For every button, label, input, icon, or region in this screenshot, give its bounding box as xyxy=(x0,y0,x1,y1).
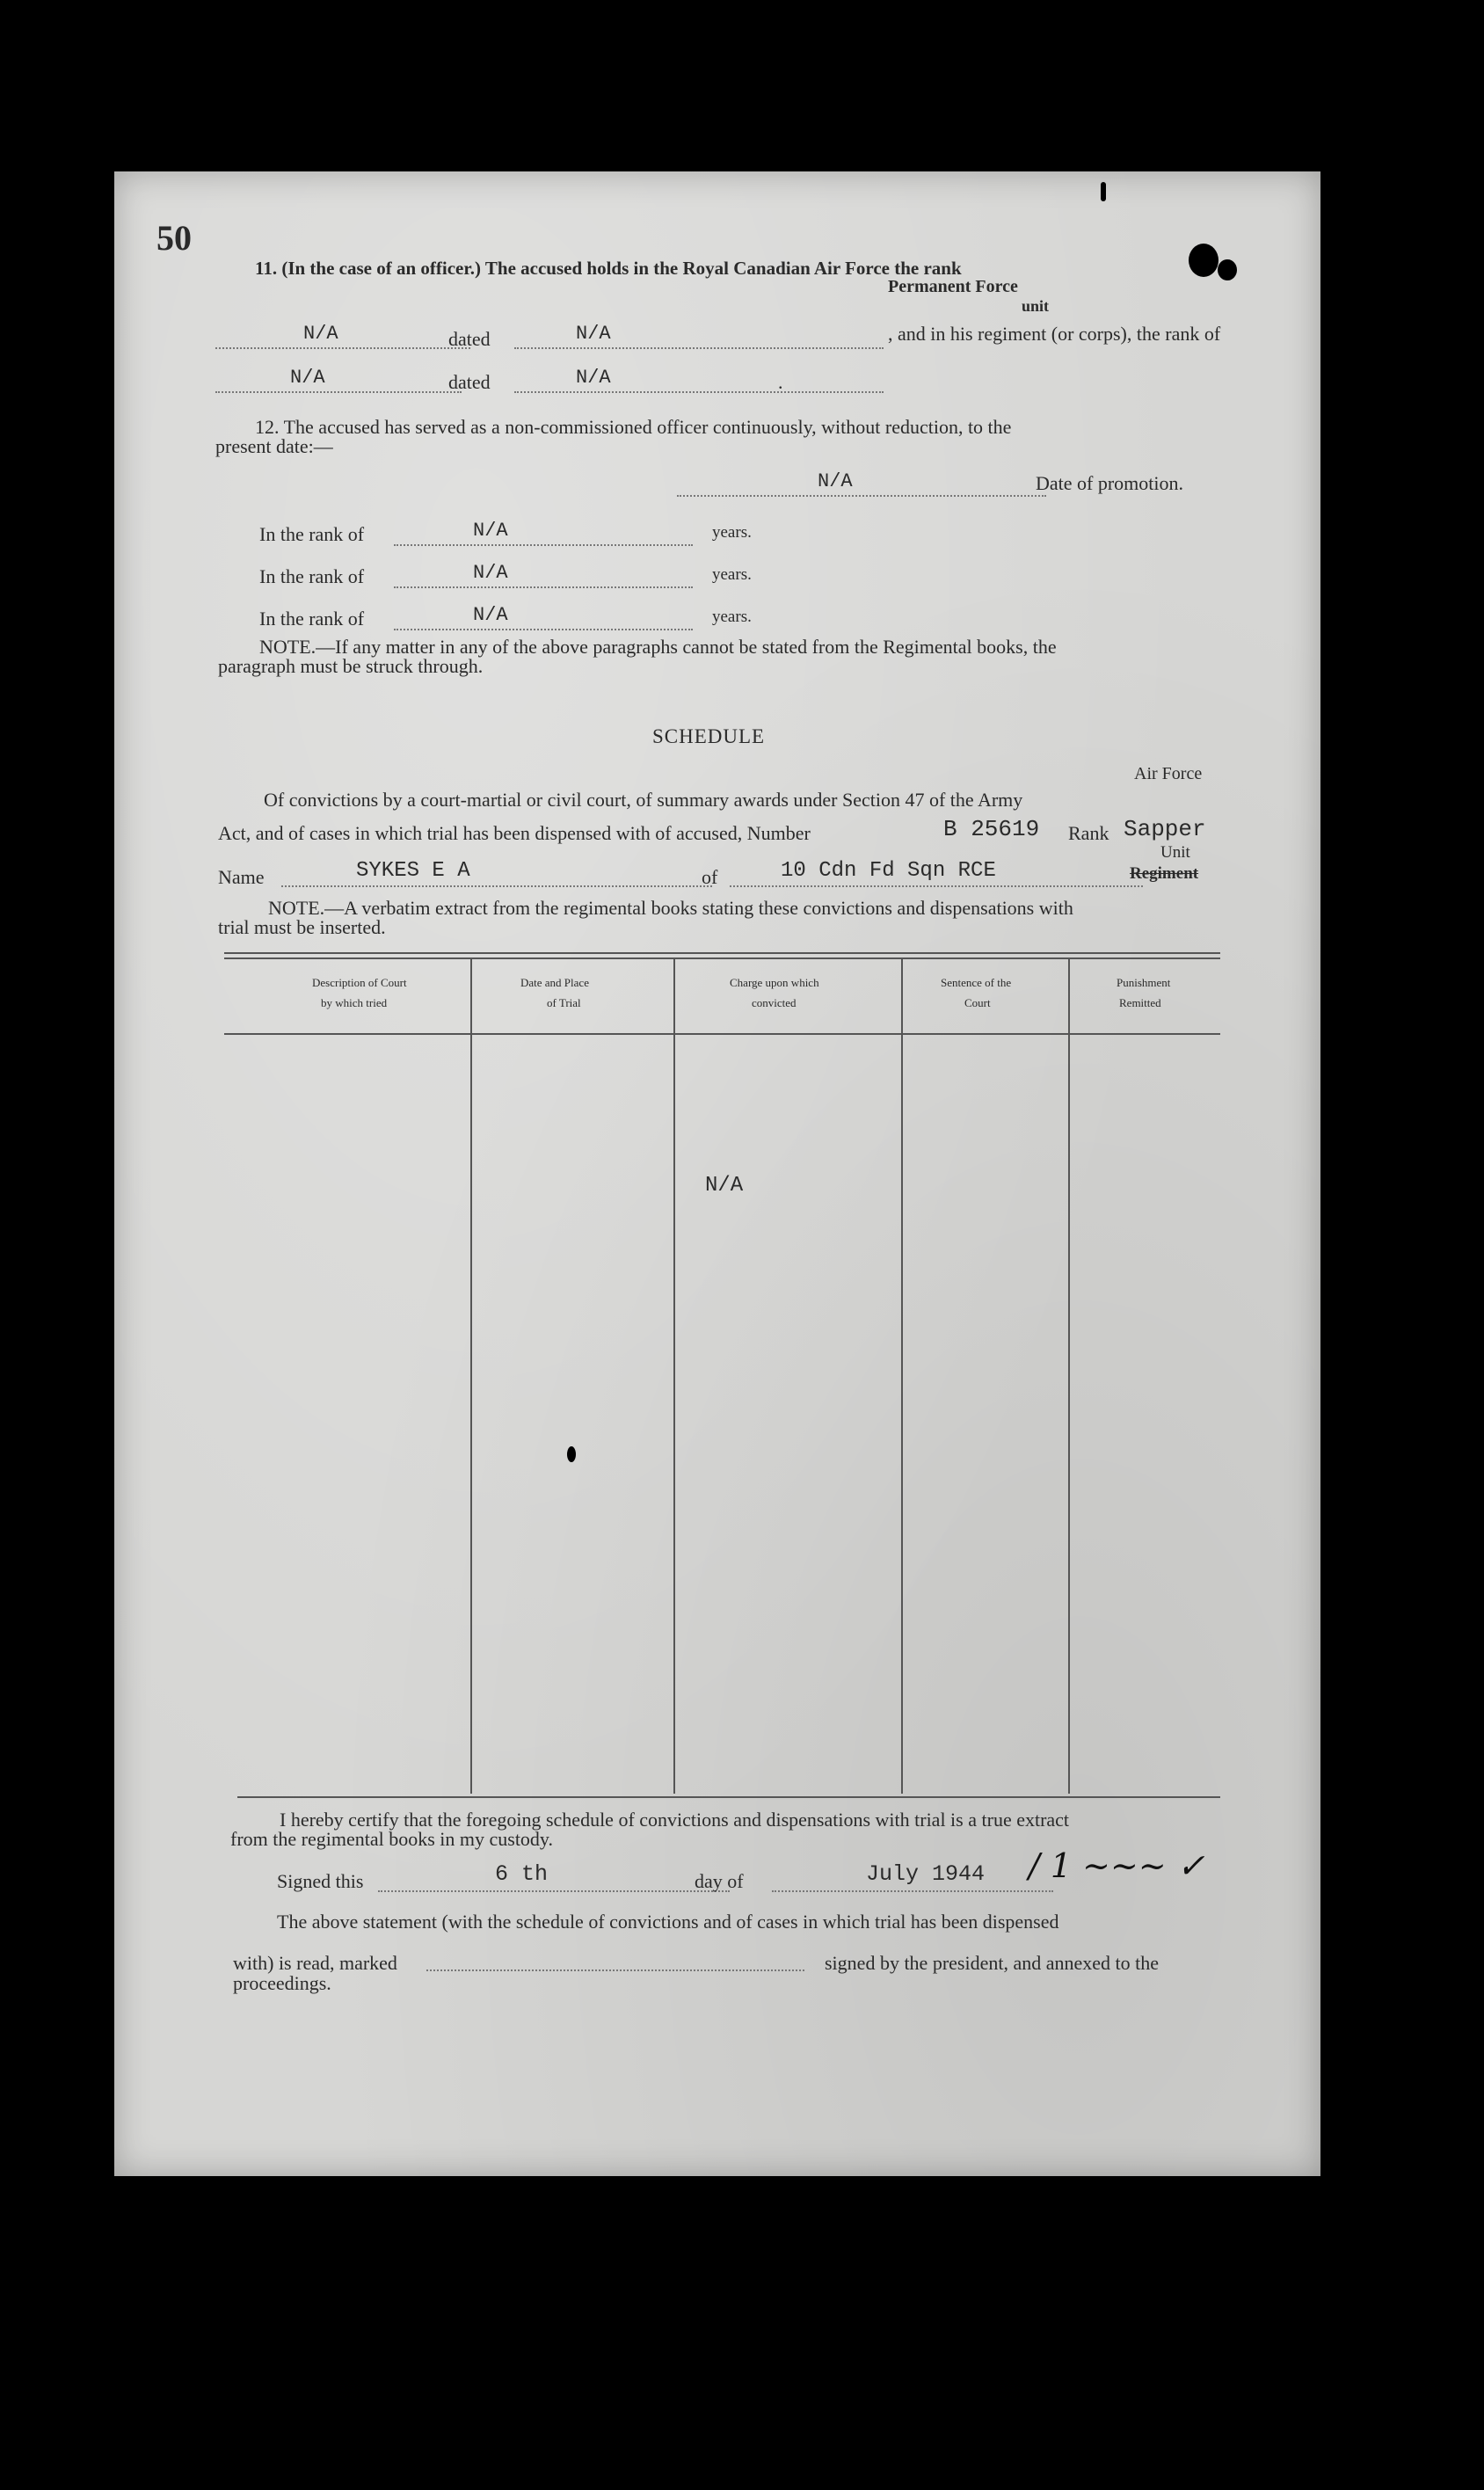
col4-header-line1: Sentence of the xyxy=(941,976,1012,989)
schedule-note-line1: NOTE.—A verbatim extract from the regimental books stating these convictions and dispensations with xyxy=(268,897,1073,919)
schedule-note-line2: trial must be inserted. xyxy=(218,916,386,938)
p11-regiment-text: , and in his regiment (or corps), the rank of xyxy=(888,323,1221,345)
statement-line2a: with) is read, marked xyxy=(233,1952,397,1974)
p12-promotion-value: N/A xyxy=(818,470,853,492)
p12-rank3-label: In the rank of xyxy=(259,608,365,630)
col1-header-line1: Description of Court xyxy=(312,976,407,989)
p12-rank3-value: N/A xyxy=(473,604,508,626)
p12-rank3-suffix: years. xyxy=(712,608,752,626)
p12-rank2-suffix: years. xyxy=(712,565,752,584)
p11-unit: unit xyxy=(1022,297,1050,315)
p12-note-line1: NOTE.—If any matter in any of the above paragraphs cannot be stated from the Regimental books, the xyxy=(259,636,1057,658)
p12-rank1-value: N/A xyxy=(473,520,508,542)
p12-promotion-label: Date of promotion. xyxy=(1036,472,1184,494)
schedule-name-label: Name xyxy=(218,866,265,888)
col5-header-line2: Remitted xyxy=(1119,996,1161,1009)
schedule-heading: SCHEDULE xyxy=(652,725,766,747)
ink-speck xyxy=(567,1446,576,1462)
schedule-unit: Unit xyxy=(1160,843,1190,862)
schedule-rank-value: Sapper xyxy=(1124,816,1206,842)
statement-line1: The above statement (with the schedule of convictions and of cases in which trial has been dispensed xyxy=(277,1911,1059,1933)
p12-note-line2: paragraph must be struck through. xyxy=(218,655,484,677)
p12-rank1-suffix: years. xyxy=(712,523,752,542)
signed-day-value: 6 th xyxy=(495,1861,549,1887)
schedule-air-force: Air Force xyxy=(1134,764,1203,783)
schedule-of-value: 10 Cdn Fd Sqn RCE xyxy=(781,859,996,883)
table-entry: N/A xyxy=(705,1174,744,1198)
col2-header-line1: Date and Place xyxy=(520,976,589,989)
document-page xyxy=(114,171,1320,2176)
col5-header-line1: Punishment xyxy=(1117,976,1171,989)
schedule-line1: Of convictions by a court-martial or civil court, of summary awards under Section 47 of the Army xyxy=(264,789,1023,811)
p12-rank2-value: N/A xyxy=(473,562,508,584)
p12-line1: 12. The accused has served as a non-commissioned officer continuously, without reduction, to the xyxy=(255,416,1012,438)
statement-line2b: signed by the president, and annexed to the xyxy=(825,1952,1160,1974)
p12-line2: present date:— xyxy=(215,435,333,457)
schedule-regiment-label: Regiment xyxy=(1130,864,1199,883)
p11-line1: 11. (In the case of an officer.) The accused holds in the Royal Canadian Air Force the rank xyxy=(255,258,962,279)
certify-line1: I hereby certify that the foregoing schedule of convictions and dispensations with trial is a true extract xyxy=(280,1809,1070,1831)
p11-dated-value: N/A xyxy=(576,323,611,345)
day-of-label: day of xyxy=(695,1870,744,1892)
p11-permanent-force: Permanent Force xyxy=(888,277,1018,296)
p11-dated2-value: N/A xyxy=(576,367,611,389)
schedule-rank-label: Rank xyxy=(1068,822,1109,844)
p12-rank2-label: In the rank of xyxy=(259,565,365,587)
schedule-line2: Act, and of cases in which trial has been dispensed with of accused, Number xyxy=(218,822,811,844)
signature-scrawl: / 1 ~~~ ✓ xyxy=(1029,1846,1205,1885)
p11-rank-value: N/A xyxy=(303,323,338,345)
p11-dated-label: dated xyxy=(448,328,491,350)
certify-line2: from the regimental books in my custody. xyxy=(230,1828,554,1850)
schedule-number-value: B 25619 xyxy=(943,816,1040,842)
schedule-of-label: of xyxy=(702,866,718,888)
statement-line3: proceedings. xyxy=(233,1972,331,1994)
schedule-name-value: SYKES E A xyxy=(356,859,470,883)
signed-label: Signed this xyxy=(277,1870,364,1892)
p11-dated2-label: dated xyxy=(448,371,491,393)
col1-header-line2: by which tried xyxy=(321,996,388,1009)
col3-header-line2: convicted xyxy=(752,996,797,1009)
col3-header-line1: Charge upon which xyxy=(730,976,819,989)
col4-header-line2: Court xyxy=(964,996,991,1009)
col2-header-line2: of Trial xyxy=(547,996,581,1009)
ink-blot-small xyxy=(1218,259,1237,280)
p11-dated2-end: . xyxy=(778,371,783,393)
p11-rank2-value: N/A xyxy=(290,367,325,389)
ink-blot xyxy=(1189,244,1218,277)
p12-rank1-label: In the rank of xyxy=(259,523,365,545)
ink-mark xyxy=(1101,182,1106,201)
page-number: 50 xyxy=(156,218,192,258)
signed-month-value: July 1944 xyxy=(866,1861,986,1887)
